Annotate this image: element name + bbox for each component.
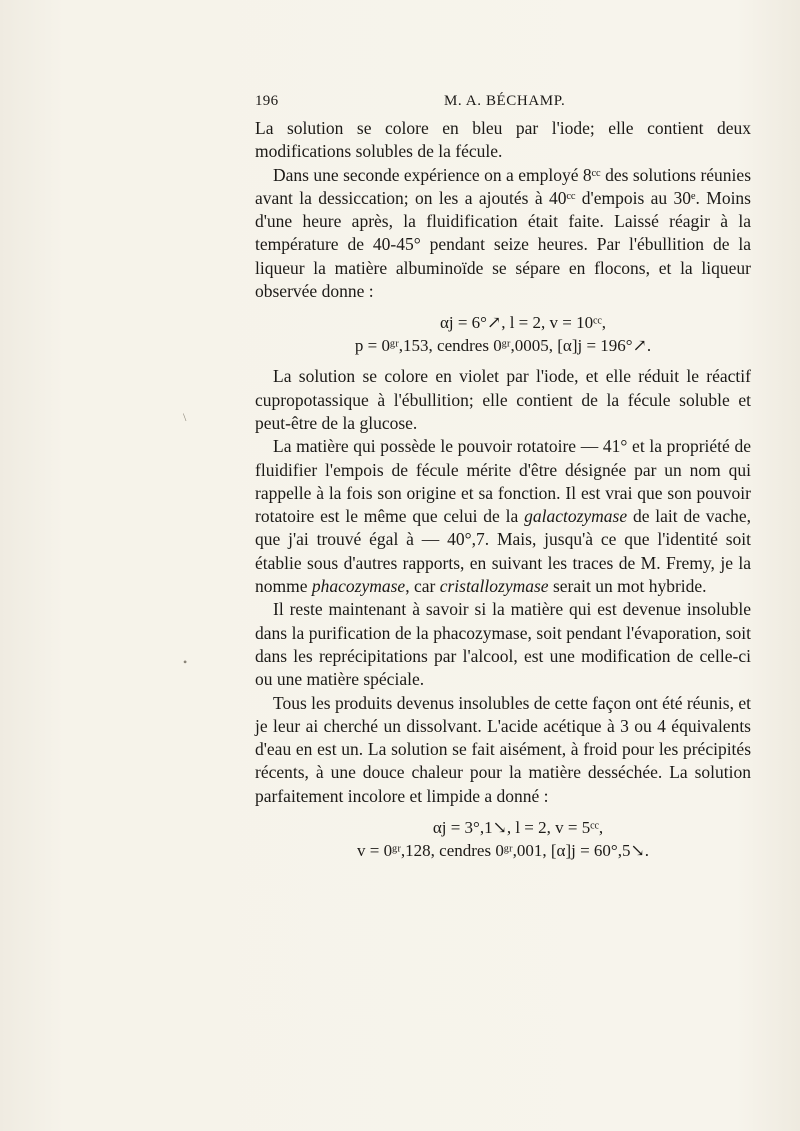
paragraph-5: Il reste maintenant à savoir si la matière qui est devenue insoluble dans la purification de la phacozymase, soit pendant l'évaporation, soit dans les reprécipitations par l'alcool, est une modification de celle-ci ou une matière spéciale. <box>255 599 751 690</box>
body-text <box>255 117 751 862</box>
term-phacozymase: phacozymase <box>311 576 406 597</box>
term-cristallozymase: cristallozymase <box>439 576 549 597</box>
paragraph-4-text-c: , car <box>405 576 440 597</box>
formula-1-line-1: αj = 6°↗, l = 2, v = 10ᶜᶜ, <box>439 313 607 333</box>
formula-block-1 <box>255 311 751 357</box>
paragraph-6: Tous les produits devenus insolubles de cette façon ont été réunis, et je leur ai cherché un dissolvant. L'acide acétique à 3 ou 4 équivalents d'eau en est un. La solution se fait aisément, à froid pour les précipités récents, à une douce chaleur pour la matière desséchée. La solution parfaitement incolore et limpide a donné : <box>255 692 751 806</box>
formula-2-line-2: v = 0ᵍʳ,128, cendres 0ᵍʳ,001, [α]j = 60°,5↘. <box>357 841 649 861</box>
page-number: 196 <box>255 93 279 109</box>
paragraph-4 <box>255 435 751 598</box>
formula-1-line-2: p = 0ᵍʳ,153, cendres 0ᵍʳ,0005, [α]j = 196°↗. <box>354 336 652 356</box>
formula-2-line-1: αj = 3°,1↘, l = 2, v = 5ᶜᶜ, <box>432 818 604 838</box>
paragraph-4-text-d: serait un mot hybride. <box>548 576 707 597</box>
margin-dot-mark: • <box>183 655 188 669</box>
margin-tick-mark: \ <box>183 410 187 424</box>
term-galactozymase: galactozymase <box>524 506 628 527</box>
paragraph-4-text-a: La matière qui possède le pouvoir rotatoire — 41° et la propriété de fluidifier l'empois de fécule mérite d'être désignée par un nom qui rappelle à la fois son origine et sa fonction. Il est vrai que son pouvoir rotatoire est le même que celui de la <box>255 436 751 527</box>
paragraph-2: Dans une seconde expérience on a employé 8ᶜᶜ des solutions réunies avant la dessiccation; on les a ajoutés à 40ᶜᶜ d'empois au 30ᵉ. Moins d'une heure après, la fluidification était faite. Laissé réagir à la température de 40-45° pendant seize heures. Par l'ébullition de la liqueur la matière albuminoïde se sépare en flocons, et la liqueur observée donne : <box>255 164 751 302</box>
paragraph-4-text-b: de lait de vache, que j'ai trouvé égal à — 40°,7. Mais, jusqu'à ce que l'identité soit établie sous d'autres rapports, en suivant les traces de M. Fremy, je la nomme <box>255 506 751 597</box>
formula-block-2 <box>255 816 751 862</box>
paragraph-1: La solution se colore en bleu par l'iode; elle contient deux modifications solubles de la fécule. <box>255 118 751 162</box>
running-title: M. A. BÉCHAMP. <box>444 93 566 109</box>
paragraph-3: La solution se colore en violet par l'iode, et elle réduit le réactif cupropotassique à l'ébullition; elle contient de la fécule soluble et peut-être de la glucose. <box>255 366 751 433</box>
